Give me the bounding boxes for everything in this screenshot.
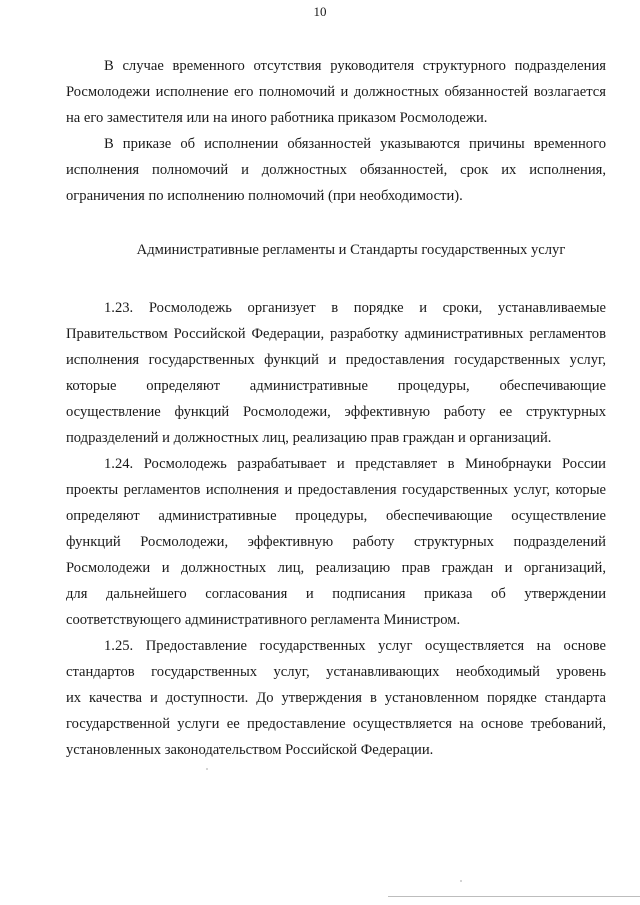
scan-artifact [206, 768, 208, 770]
text-line: 1.23. Росмолодежь организует в порядке и сроки, устанавливаемые [104, 300, 606, 316]
paragraph-temporary-absence [66, 53, 606, 131]
paragraph-order-contents [66, 131, 606, 209]
text-line: осуществление функций Росмолодежи, эффективную работу ее структурных [66, 404, 606, 420]
section-heading: Административные регламенты и Стандарты государственных услуг [136, 242, 566, 258]
text-line: Правительством Российской Федерации, разработку административных регламентов [66, 326, 606, 342]
text-line: ограничения по исполнению полномочий (при необходимости). [66, 188, 463, 204]
paragraph-1-24 [66, 451, 606, 633]
text-line: Росмолодежи и должностных лиц, реализацию прав граждан и организаций, [66, 560, 606, 576]
page-number: 10 [313, 4, 327, 19]
text-line: 1.24. Росмолодежь разрабатывает и представляет в Минобрнауки России [104, 456, 606, 472]
text-line: Росмолодежи исполнение его полномочий и должностных обязанностей возлагается [66, 84, 606, 100]
spacer [66, 209, 606, 237]
document-body [66, 53, 606, 763]
text-line: исполнения полномочий и должностных обязанностей, срок их исполнения, [66, 162, 606, 178]
scan-artifact [460, 880, 462, 882]
text-line: их качества и доступности. До утверждения в установленном порядке стандарта [66, 690, 606, 706]
text-line: функций Росмолодежи, эффективную работу структурных подразделений [66, 534, 606, 550]
text-line: установленных законодательством Российской Федерации. [66, 742, 434, 758]
paragraph-1-23 [66, 295, 606, 451]
text-line: подразделений и должностных лиц, реализацию прав граждан и организаций. [66, 430, 552, 446]
text-line: В приказе об исполнении обязанностей указываются причины временного [104, 136, 606, 152]
paragraph-1-25 [66, 633, 606, 763]
text-line: проекты регламентов исполнения и предоставления государственных услуг, которые [66, 482, 606, 498]
text-line: 1.25. Предоставление государственных услуг осуществляется на основе [104, 638, 606, 654]
text-line: государственной услуги ее предоставление осуществляется на основе требований, [66, 716, 606, 732]
text-line: стандартов государственных услуг, устанавливающих необходимый уровень [66, 664, 606, 680]
scan-artifact [388, 896, 640, 897]
text-line: которые определяют административные процедуры, обеспечивающие [66, 378, 606, 394]
text-line: для дальнейшего согласования и подписания приказа об утверждении [66, 586, 606, 602]
spacer [66, 263, 606, 295]
text-line: соответствующего административного регламента Министром. [66, 612, 461, 628]
text-line: на его заместителя или на иного работника приказом Росмолодежи. [66, 110, 488, 126]
text-line: исполнения государственных функций и предоставления государственных услуг, [66, 352, 606, 368]
text-line: определяют административные процедуры, обеспечивающие осуществление [66, 508, 606, 524]
text-line: В случае временного отсутствия руководителя структурного подразделения [104, 58, 606, 74]
